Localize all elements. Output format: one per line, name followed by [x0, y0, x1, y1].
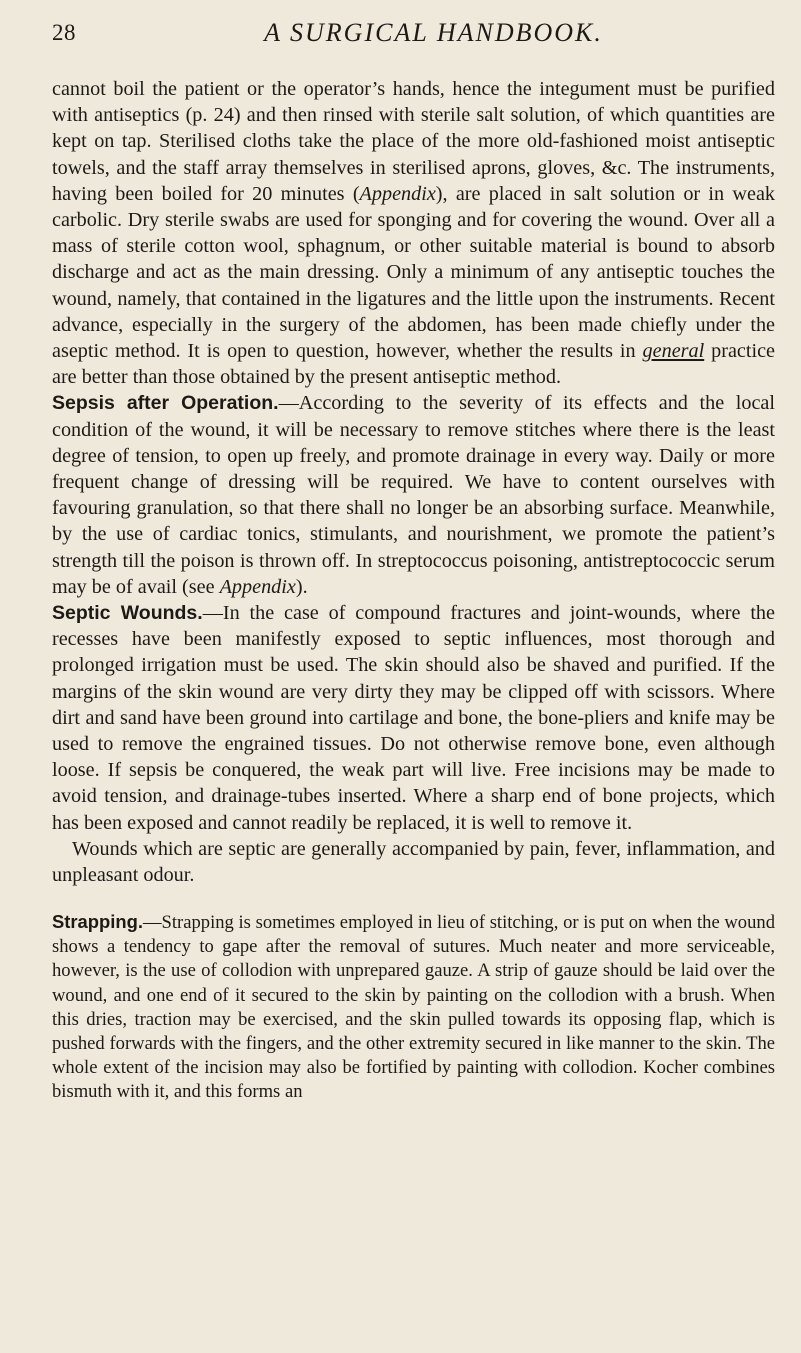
text-run: practice are better than those obtained by the present antiseptic method.	[52, 340, 775, 389]
text-run: cannot boil the patient or the operator’s hands, hence the integument must be purified with antiseptics (p. 24) and then rinsed with sterile salt solution, of which quantities are kept on tap. Sterilised cloths take the place of the more old-fashioned moist antiseptic towels, and the staff array themselves in sterilised aprons, gloves, &c. The instruments, having been boiled for 20 minutes (	[52, 78, 775, 205]
appendix-reference: Appendix	[219, 575, 296, 598]
paragraph-aseptic-method	[52, 76, 775, 390]
paragraph-septic-wounds	[52, 600, 775, 836]
section-heading: Sepsis after Operation.	[52, 392, 279, 415]
main-text	[52, 76, 775, 888]
text-run: ).	[295, 575, 308, 598]
book-title: A SURGICAL HANDBOOK.	[264, 18, 603, 47]
paragraph-sepsis-after-operation	[52, 390, 775, 600]
text-run: Wounds which are septic are generally accompanied by pain, fever, inflammation, and unpleasant odour.	[52, 837, 775, 887]
paragraph-septic-symptoms	[52, 836, 775, 888]
text-run: —According to the severity of its effects and the local condition of the wound, it will be necessary to remove stitches where there is the least degree of tension, to open up freely, and promote drainage in every way. Daily or more frequent change of dressing will be required. We have to content ourselves with favouring granulation, so that there shall no longer be an absorbing surface. Meanwhile, by the use of cardiac tonics, stimulants, and nourishment, we promote the patient’s strength till the poison is thrown off. In streptococcus poisoning, antistreptococcic serum may be of avail (see	[52, 392, 775, 598]
running-header	[52, 14, 775, 54]
section-heading: Strapping.	[52, 911, 143, 933]
appendix-reference: Appendix	[359, 182, 436, 205]
text-run: —Strapping is sometimes employed in lieu of stitching, or is put on when the wound shows a tendency to gape after the removal of sutures. Much neater and more serviceable, however, is the use of collodion with unprepared gauze. A strip of gauze should be laid over the wound, and one end of it secured to the skin by painting on the collodion with a brush. When this dries, traction may be exercised, and the skin pulled towards its opposing flap, which is pushed forwards with the fingers, and the other extremity secured in like manner to the skin. The whole extent of the incision may also be fortified by painting with collodion. Kocher combines bismuth with it, and this forms an	[52, 912, 775, 1102]
text-run: —In the case of compound fractures and joint-wounds, where the recesses have been manifestly exposed to septic influences, most thorough and prolonged irrigation must be used. The skin should also be shaved and purified. If the margins of the skin wound are very dirty they may be clipped off with scissors. Where dirt and sand have been ground into cartilage and bone, the bone-pliers and knife may be used to remove the engrained tissues. Do not otherwise remove bone, even although loose. If sepsis be conquered, the weak part will live. Free incisions may be made to avoid tension, and drainage-tubes inserted. Where a sharp end of bone projects, which has been exposed and cannot readily be replaced, it is well to remove it.	[52, 602, 775, 834]
small-print-section	[52, 910, 775, 1104]
section-heading: Septic Wounds.	[52, 602, 203, 625]
text-run: ), are placed in salt solution or in weak carbolic. Dry sterile swabs are used for sponging and for covering the wound. Over all a mass of sterile cotton wool, sphagnum, or other suitable material is bound to absorb discharge and act as the main dressing. Only a minimum of any antiseptic touches the wound, namely, that contained in the ligatures and the little upon the instruments. Recent advance, especially in the surgery of the abdomen, has been made chiefly under the aseptic method. It is open to question, however, whether the results in	[52, 182, 775, 363]
emphasized-general: general	[642, 340, 705, 363]
paragraph-strapping	[52, 910, 775, 1104]
page-number: 28	[52, 20, 76, 45]
